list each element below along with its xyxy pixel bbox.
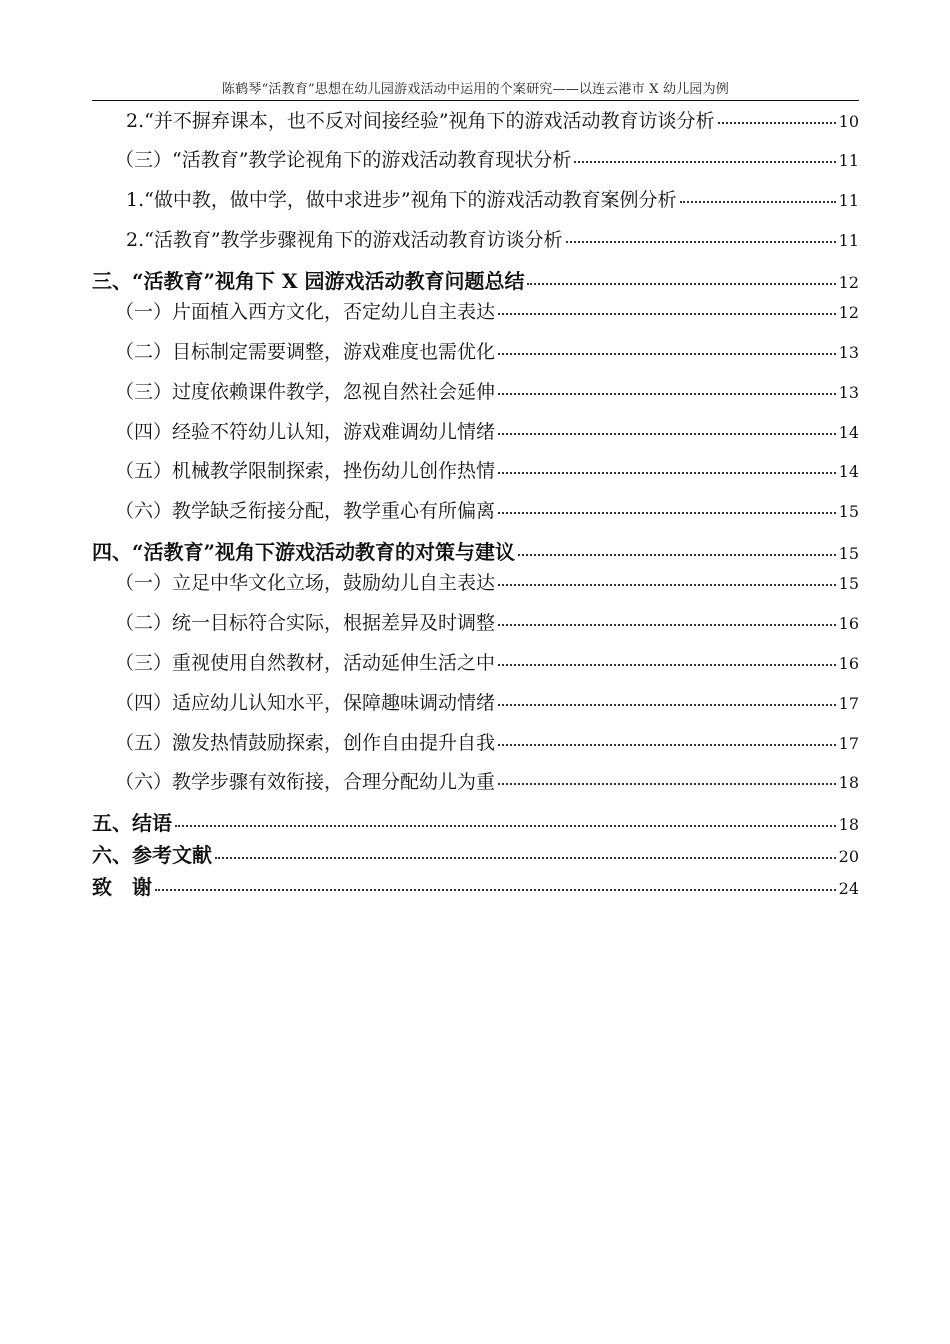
toc-page-number: 11 <box>838 191 859 210</box>
toc-entry-title: （五）机械教学限制探索，挫伤幼儿创作热情 <box>115 460 496 482</box>
toc-leader-dots <box>498 393 836 395</box>
toc-leader-dots <box>498 783 836 785</box>
toc-entry-title: （五）激发热情鼓励探索，创作自由提升自我 <box>115 732 496 754</box>
toc-leader-dots <box>498 433 836 435</box>
toc-entry-title: 六、参考文献 <box>92 843 212 867</box>
toc-entry-title: （二）统一目标符合实际，根据差异及时调整 <box>115 612 496 634</box>
toc-entry-title: 1.“做中教，做中学，做中求进步”视角下的游戏活动教育案例分析 <box>126 189 677 211</box>
toc-entry[interactable] <box>115 654 859 673</box>
toc-entry[interactable] <box>92 813 859 833</box>
toc-leader-dots <box>498 664 836 666</box>
toc-leader-dots <box>498 704 836 706</box>
toc-page-number: 10 <box>838 112 859 131</box>
toc-leader-dots <box>498 353 836 355</box>
toc-page-number: 14 <box>838 462 859 481</box>
toc-leader-dots <box>155 889 836 891</box>
toc-entry[interactable] <box>115 614 859 633</box>
toc-entry-title: （六）教学缺乏衔接分配，教学重心有所偏离 <box>115 500 496 522</box>
toc-page-number: 24 <box>838 879 859 898</box>
toc-page-number: 13 <box>838 383 859 402</box>
toc-page-number: 18 <box>838 815 859 834</box>
toc-entry-title: 三、“活教育”视角下 X 园游戏活动教育问题总结 <box>92 269 525 293</box>
toc-entry[interactable] <box>126 231 859 250</box>
toc-leader-dots <box>527 283 835 285</box>
toc-entry[interactable] <box>92 845 859 865</box>
toc-entry-title: （四）经验不符幼儿认知，游戏难调幼儿情绪 <box>115 421 496 443</box>
toc-leader-dots <box>175 825 836 827</box>
toc-entry[interactable] <box>115 423 859 442</box>
toc-page-number: 16 <box>838 654 859 673</box>
toc-leader-dots <box>518 554 836 556</box>
toc-leader-dots <box>574 161 835 163</box>
toc-leader-dots <box>498 512 836 514</box>
toc-leader-dots <box>498 472 836 474</box>
toc-leader-dots <box>498 744 836 746</box>
toc-page-number: 17 <box>838 734 859 753</box>
toc-entry-title: （三）“活教育”教学论视角下的游戏活动教育现状分析 <box>115 149 572 171</box>
toc-entry[interactable] <box>115 734 859 753</box>
toc-entry-title: 四、“活教育”视角下游戏活动教育的对策与建议 <box>92 540 516 564</box>
toc-page-number: 15 <box>838 574 859 593</box>
toc-entry-title: （二）目标制定需要调整，游戏难度也需优化 <box>115 341 496 363</box>
toc-entry[interactable] <box>115 574 859 593</box>
toc-entry-title: 致 谢 <box>92 875 152 899</box>
toc-entry-title: 2.“活教育”教学步骤视角下的游戏活动教育访谈分析 <box>126 229 563 251</box>
toc-entry[interactable] <box>126 112 859 131</box>
toc-page-number: 14 <box>838 423 859 442</box>
toc-entry[interactable] <box>115 462 859 481</box>
toc-entry[interactable] <box>115 694 859 713</box>
toc-leader-dots <box>498 624 836 626</box>
toc-entry-title: （六）教学步骤有效衔接，合理分配幼儿为重 <box>115 771 496 793</box>
toc-entry-title: 2.“并不摒弃课本，也不反对间接经验”视角下的游戏活动教育访谈分析 <box>126 110 715 132</box>
toc-entry[interactable] <box>115 303 859 322</box>
toc-entry[interactable] <box>115 343 859 362</box>
toc-leader-dots <box>680 201 836 203</box>
toc-entry[interactable] <box>92 271 859 291</box>
toc-entry[interactable] <box>92 877 859 897</box>
toc-entry[interactable] <box>115 151 859 170</box>
toc-page-number: 13 <box>838 343 859 362</box>
toc-page-number: 11 <box>838 151 859 170</box>
toc-entry-title: （三）过度依赖课件教学，忽视自然社会延伸 <box>115 381 496 403</box>
toc-page-number: 17 <box>838 694 859 713</box>
toc-leader-dots <box>215 857 836 859</box>
toc-entry-title: （四）适应幼儿认知水平，保障趣味调动情绪 <box>115 692 496 714</box>
header-rule <box>92 100 859 101</box>
toc-entry-title: （三）重视使用自然教材，活动延伸生活之中 <box>115 652 496 674</box>
toc-page-number: 16 <box>838 614 859 633</box>
toc-entry-title: （一）立足中华文化立场，鼓励幼儿自主表达 <box>115 572 496 594</box>
toc-entry[interactable] <box>92 542 859 562</box>
toc-entry[interactable] <box>115 773 859 792</box>
toc-entry[interactable] <box>115 502 859 521</box>
toc-page-number: 15 <box>838 502 859 521</box>
toc-leader-dots <box>498 584 836 586</box>
toc-leader-dots <box>718 122 836 124</box>
toc-entry[interactable] <box>126 191 859 210</box>
toc-leader-dots <box>498 313 836 315</box>
toc-page-number: 18 <box>838 773 859 792</box>
toc-leader-dots <box>566 241 836 243</box>
toc-page-number: 12 <box>838 303 859 322</box>
toc-entry[interactable] <box>115 383 859 402</box>
toc-page-number: 12 <box>838 273 859 292</box>
toc-entry-title: 五、结语 <box>92 811 172 835</box>
running-header: 陈鹤琴“活教育”思想在幼儿园游戏活动中运用的个案研究——以连云港市 X 幼儿园为例 <box>221 82 729 97</box>
toc-page-number: 20 <box>838 847 859 866</box>
toc-entry-title: （一）片面植入西方文化，否定幼儿自主表达 <box>115 301 496 323</box>
toc-page-number: 11 <box>838 231 859 250</box>
toc-page-number: 15 <box>838 544 859 563</box>
